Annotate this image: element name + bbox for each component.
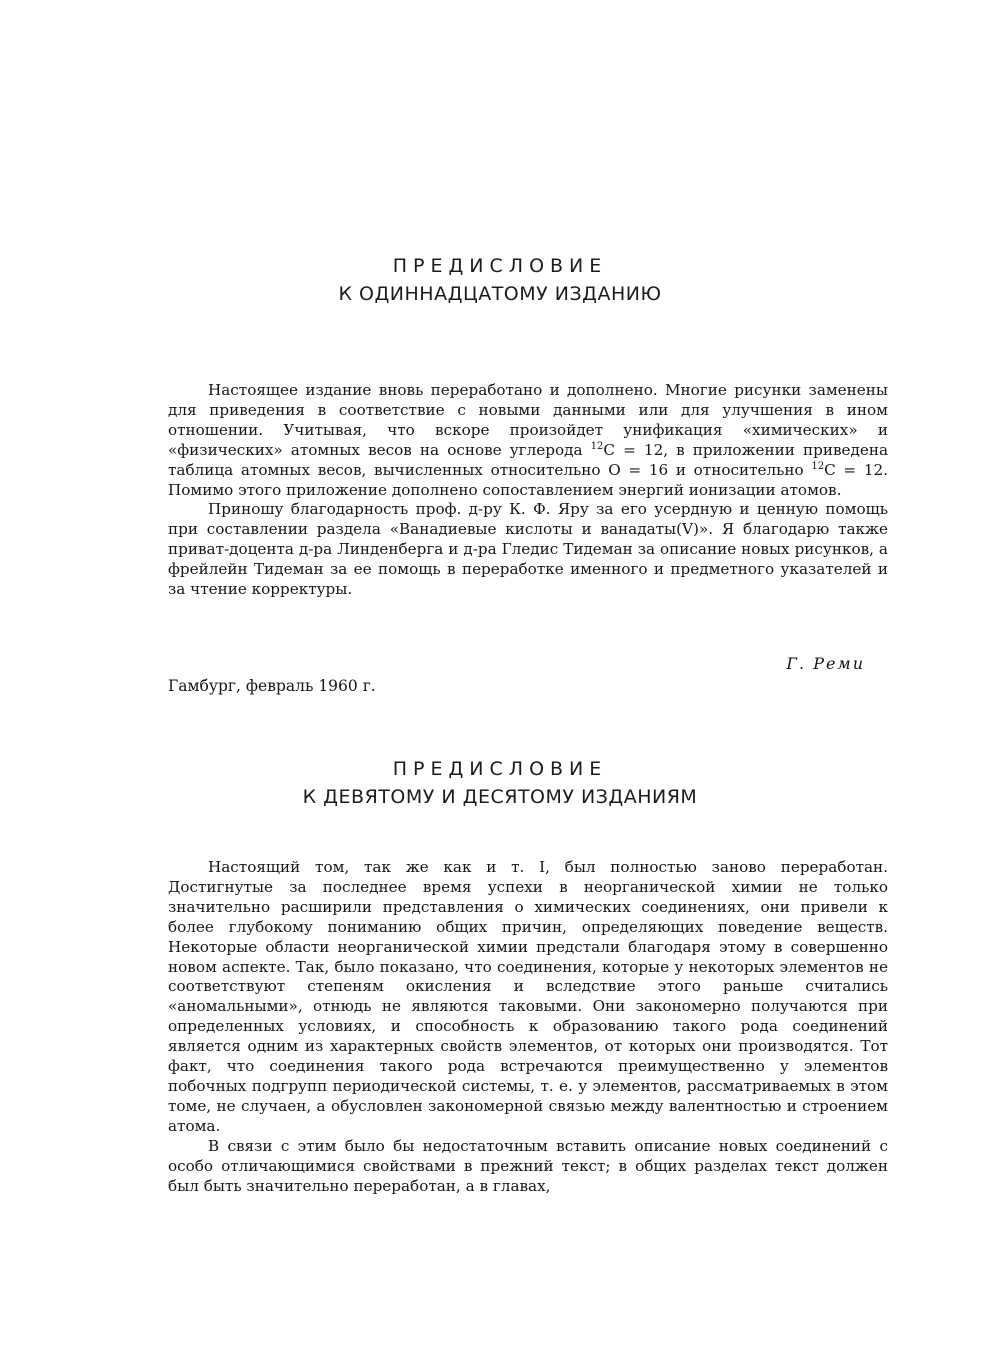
isotope-mass-1: 12: [590, 440, 604, 452]
preface-11-title: ПРЕДИСЛОВИЕ: [392, 255, 608, 277]
p1-text-c: C = 12. Помимо этого приложение дополнено сопоставлением энергий ионизации атомов.: [168, 460, 888, 499]
preface-9-10-paragraph-1: Настоящий том, так же как и т. I, был полностью заново переработан. Достигнутые за последнее время успехи в неорганической химии не только значительно расширили представления о химических соединениях, они привели к более глубокому пониманию общих причин, определяющих поведение веществ. Некоторые области неорганической химии предстали благодаря этому в совершенно новом аспекте. Так, было показано, что соединения, которые у некоторых элементов не соответствуют степеням окисления и вследствие этого раньше считались «аномальными», отнюдь не являются таковыми. Они закономерно получаются при определенных условиях, и способность к образованию такого рода соединений является одним из характерных свойств элементов, от которых они производятся. Тот факт, что соединения такого рода встречаются преимущественно у элементов побочных подгрупп периодической системы, т. е. у элементов, рассматриваемых в этом томе, не случаен, а обусловлен закономерной связью между валентностью и строением атома.: [168, 858, 888, 1135]
preface-9-10-heading: [0, 755, 1000, 811]
isotope-mass-2: 12: [811, 460, 825, 472]
preface-11-subtitle: К ОДИННАДЦАТОМУ ИЗДАНИЮ: [338, 283, 662, 305]
p1-text-b: C = 12, в приложении приведена таблица атомных весов, вычисленных относительно O = 16 и относительно: [168, 440, 888, 479]
preface-9-10-title: ПРЕДИСЛОВИЕ: [392, 758, 608, 780]
preface-11-paragraph-1: [168, 381, 888, 500]
preface-9-10-paragraph-2: В связи с этим было бы недостаточным вставить описание новых соединений с особо отличающимися свойствами в прежний текст; в общих разделах текст должен был быть значительно переработан, а в главах,: [168, 1136, 888, 1195]
author-signature: Г. Реми: [786, 654, 865, 673]
place-date-line: Гамбург, февраль 1960 г.: [168, 677, 376, 695]
preface-11-paragraph-2: Приношу благодарность проф. д-ру К. Ф. Яру за его усердную и ценную помощь при составлении раздела «Ванадиевые кислоты и ванадаты(V)». Я благодарю также приват-доцента д-ра Линденберга и д-ра Гледис Тидеман за описание новых рисунков, а фрейлейн Тидеман за ее помощь в переработке именного и предметного указателей и за чтение корректуры.: [168, 500, 888, 599]
p1-text-a: Настоящее издание вновь переработано и дополнено. Многие рисунки заменены для приведения в соответствие с новыми данными или для улучшения в ином отношении. Учитывая, что вскоре произойдет унификация «химических» и «физических» атомных весов на основе углерода: [168, 381, 888, 459]
preface-9-10-body: [168, 858, 888, 1196]
preface-9-10-subtitle: К ДЕВЯТОМУ И ДЕСЯТОМУ ИЗДАНИЯМ: [302, 786, 698, 808]
preface-11-body: [168, 381, 888, 600]
preface-11-heading: [0, 252, 1000, 308]
